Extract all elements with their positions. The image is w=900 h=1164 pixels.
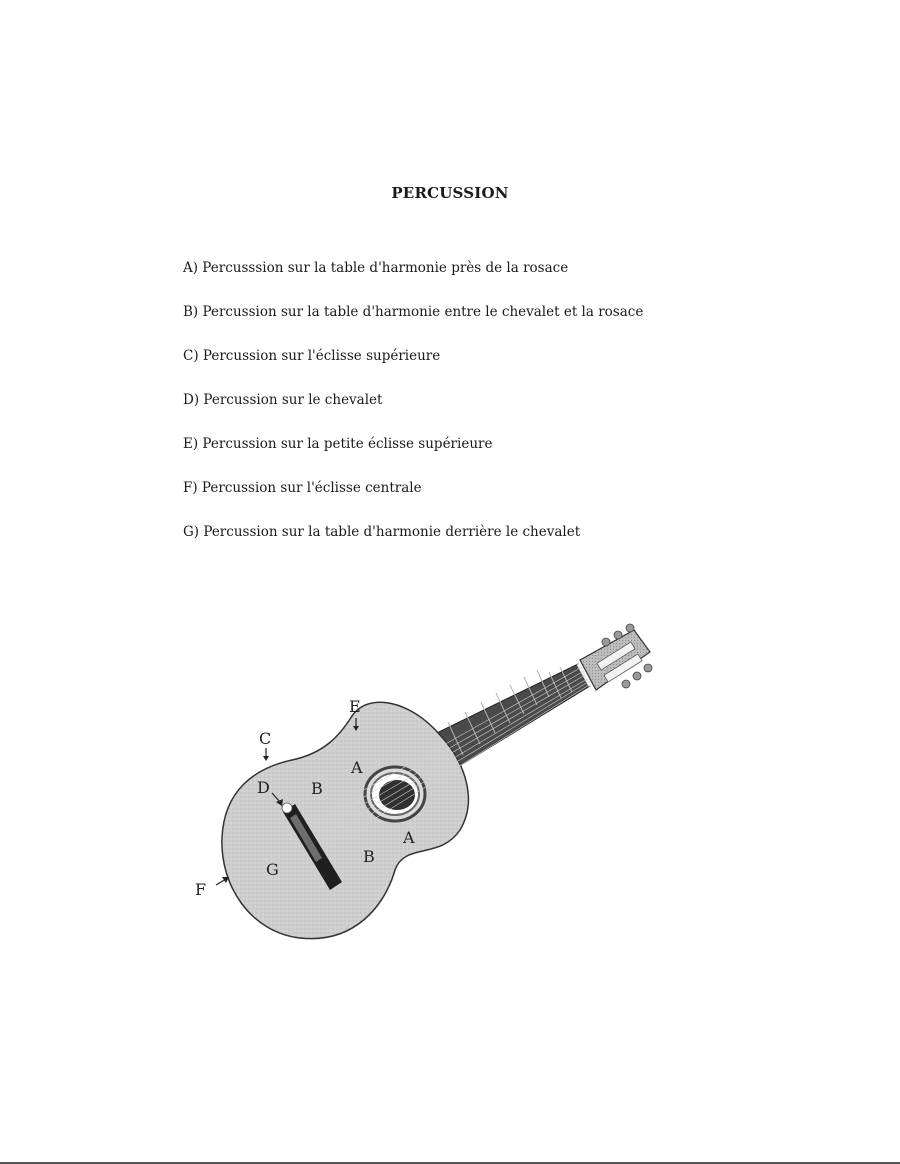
guitar-headstock: [580, 624, 652, 690]
legend-item-d: D) Percussion sur le chevalet: [183, 392, 383, 408]
label-a-upper: A: [351, 758, 363, 777]
legend-item-a: A) Percusssion sur la table d'harmonie près de la rosace: [183, 260, 569, 276]
label-c: C: [259, 729, 272, 748]
label-f: F: [195, 880, 207, 899]
label-d: D: [257, 778, 270, 797]
label-e: E: [349, 697, 361, 716]
label-b-upper: B: [311, 779, 323, 798]
label-a-lower: A: [403, 828, 415, 847]
legend-item-f: F) Percussion sur l'éclisse centrale: [183, 480, 422, 496]
legend-item-c: C) Percussion sur l'éclisse supérieure: [183, 348, 441, 364]
page-title: PERCUSSION: [391, 184, 509, 202]
label-b-lower: B: [363, 847, 375, 866]
legend-item-e: E) Percussion sur la petite éclisse supérieure: [183, 436, 493, 452]
label-g: G: [266, 860, 279, 879]
legend-item-b: B) Percussion sur la table d'harmonie entre le chevalet et la rosace: [183, 304, 644, 320]
legend-item-g: G) Percussion sur la table d'harmonie derrière le chevalet: [183, 524, 581, 540]
guitar-rosette: [365, 767, 425, 821]
